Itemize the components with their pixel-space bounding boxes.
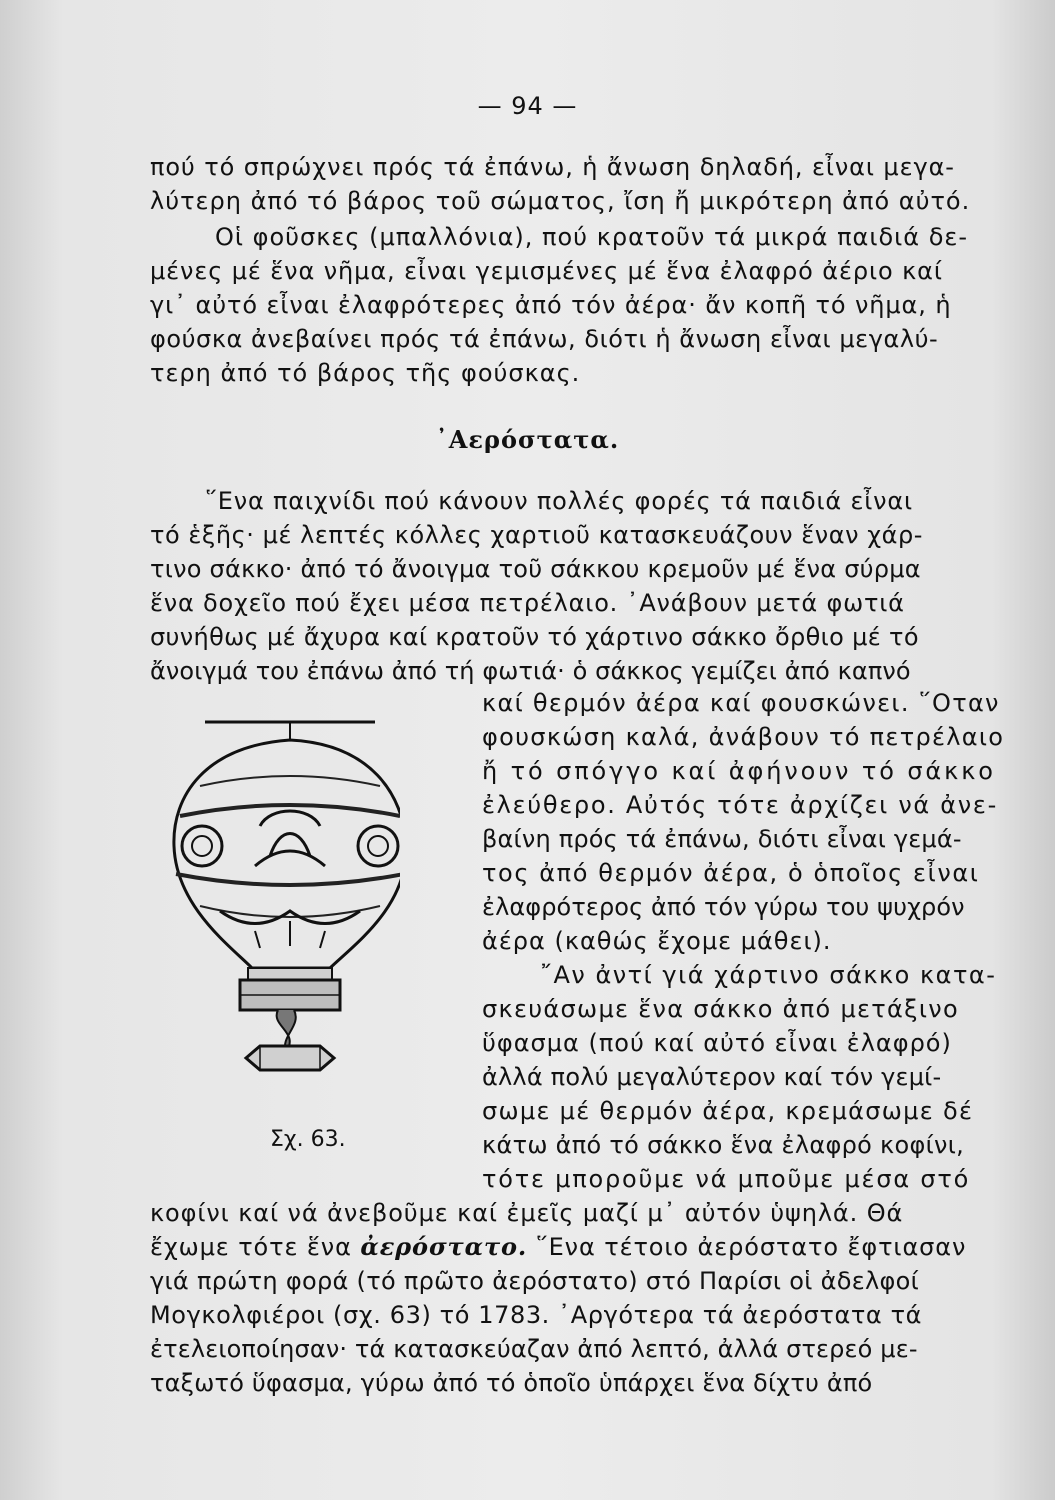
text-line: ἄνοιγμά του ἐπάνω ἀπό τή φωτιά· ὁ σάκκος γεμίζει ἀπό καπνό (150, 657, 911, 685)
text-line: ὕφασμα (πού καί αὐτό εἶναι ἐλαφρό) (482, 1029, 952, 1057)
text-line: Οἱ φοῦσκες (μπαλλόνια), πού κρατοῦν τά μικρά παιδιά δε- (215, 223, 969, 251)
text-line: πού τό σπρώχνει πρός τά ἐπάνω, ἡ ἄνωση δηλαδή, εἶναι μεγα- (150, 153, 955, 181)
text-line: ταξωτό ὕφασμα, γύρω ἀπό τό ὁποῖο ὑπάρχει ἕνα δίχτυ ἀπό (150, 1369, 873, 1397)
text-line: ἕνα δοχεῖο πού ἔχει μέσα πετρέλαιο. ᾿Ανάβουν μετά φωτιά (150, 589, 905, 617)
text-line: βαίνη πρός τά ἐπάνω, διότι εἶναι γεμά- (482, 825, 962, 853)
text-line: συνήθως μέ ἄχυρα καί κρατοῦν τό χάρτινο σάκκο ὄρθιο μέ τό (150, 623, 919, 651)
balloon-illustration (160, 706, 400, 1096)
collar-top (248, 968, 332, 980)
text-line: φουσκώση καλά, ἀνάβουν τό πετρέλαιο (482, 723, 1005, 751)
text-line: ῞Ενα παιχνίδι πού κάνουν πολλές φορές τά παιδιά εἶναι (205, 487, 913, 515)
brazier (246, 1046, 334, 1070)
text-line: Μογκολφιέροι (σχ. 63) τό 1783. ᾿Αργότερα τά ἀερόστατα τά (150, 1301, 923, 1329)
text-line: φούσκα ἀνεβαίνει πρός τά ἐπάνω, διότι ἡ ἄνωση εἶναι μεγαλύ- (150, 325, 939, 353)
text-line: σκευάσωμε ἕνα σάκκο ἀπό μετάξινο (482, 995, 959, 1023)
figure-caption: Σχ. 63. (270, 1127, 346, 1152)
text-line: τό ἑξῆς· μέ λεπτές κόλλες χαρτιοῦ κατασκευάζουν ἕναν χάρ- (150, 521, 924, 549)
text-line: ἐτελειοποίησαν· τά κατασκεύαζαν ἀπό λεπτό, ἀλλά στερεό με- (150, 1335, 918, 1363)
text-fragment: ἔχωμε τότε ἕνα (150, 1233, 352, 1261)
text-line: γι᾽ αὐτό εἶναι ἐλαφρότερες ἀπό τόν ἀέρα· ἄν κοπῆ τό νῆμα, ἡ (150, 291, 952, 319)
text-line (150, 1232, 966, 1262)
text-line: τερη ἀπό τό βάρος τῆς φούσκας. (150, 359, 581, 387)
text-line: τος ἀπό θερμόν ἀέρα, ὁ ὁποῖος εἶναι (482, 859, 980, 887)
section-heading: ᾿Αερόστατα. (435, 425, 620, 454)
text-line: σωμε μέ θερμόν ἀέρα, κρεμάσωμε δέ (482, 1097, 974, 1125)
page-number: — 94 — (477, 92, 578, 120)
text-line: ἀλλά πολύ μεγαλύτερον καί τόν γεμί- (482, 1063, 942, 1091)
text-fragment: ῞Ενα τέτοιο ἀερόστατο ἔφτιασαν (535, 1233, 967, 1261)
text-line: γιά πρώτη φορά (τό πρῶτο ἀερόστατο) στό Παρίσι οἱ ἀδελφοί (150, 1267, 920, 1295)
text-line: κοφίνι καί νά ἀνεβοῦμε καί ἐμεῖς μαζί μ᾽ αὐτόν ὑψηλά. Θά (150, 1199, 904, 1227)
text-line: ἤ τό σπόγγο καί ἀφήνουν τό σάκκο (482, 757, 996, 785)
text-line: μένες μέ ἕνα νῆμα, εἶναι γεμισμένες μέ ἕνα ἐλαφρό ἀέριο καί (150, 257, 943, 285)
text-line: ῎Αν ἀντί γιά χάρτινο σάκκο κατα- (540, 961, 997, 989)
emphasized-term: ἀερόστατο. (360, 1232, 528, 1261)
text-line: κάτω ἀπό τό σάκκο ἕνα ἐλαφρό κοφίνι, (482, 1131, 965, 1159)
text-line: τότε μποροῦμε νά μποῦμε μέσα στό (482, 1165, 971, 1193)
text-line: λύτερη ἀπό τό βάρος τοῦ σώματος, ἴση ἤ μικρότερη ἀπό αὐτό. (150, 187, 971, 215)
text-line: ἐλεύθερο. Αὐτός τότε ἀρχίζει νά ἀνε- (482, 791, 998, 819)
text-line: ἐλαφρότερος ἀπό τόν γύρω του ψυχρόν (482, 893, 965, 921)
text-line: ἀέρα (καθώς ἔχομε μάθει). (482, 927, 832, 955)
text-line: τινο σάκκο· ἀπό τό ἄνοιγμα τοῦ σάκκου κρεμοῦν μέ ἕνα σύρμα (150, 555, 921, 583)
text-line: καί θερμόν ἀέρα καί φουσκώνει. ῞Οταν (482, 689, 1000, 717)
